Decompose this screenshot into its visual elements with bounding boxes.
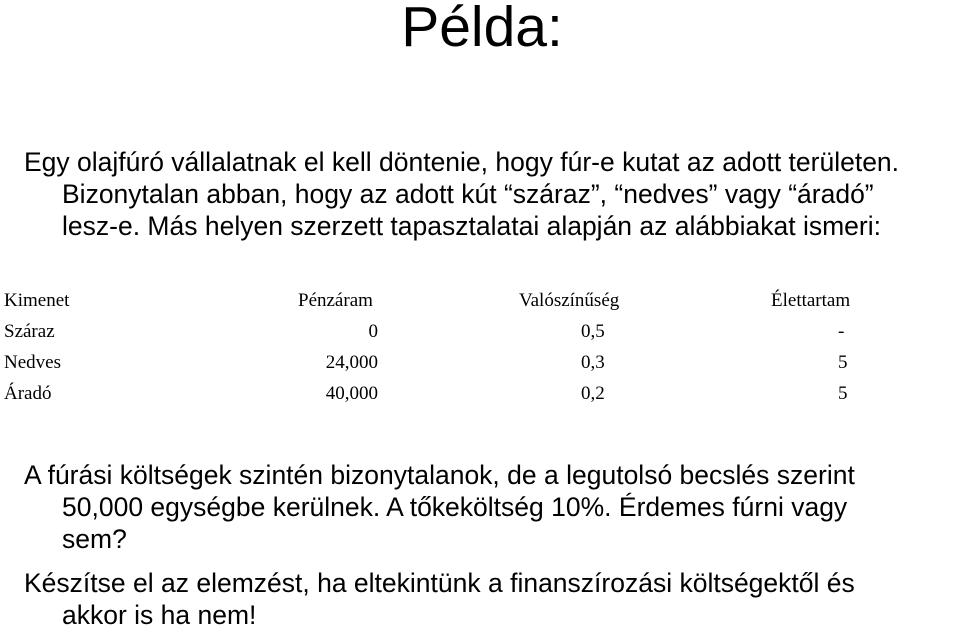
cell-probability: 0,5 — [581, 321, 605, 342]
task-line-1: Készítse el az elemzést, ha eltekintünk a finanszírozási költségektől és — [24, 568, 855, 598]
table-header-row — [4, 285, 904, 316]
header-valoszinuseg: Valószínűség — [519, 290, 620, 311]
costs-paragraph — [24, 459, 855, 555]
cell-outcome: Száraz — [4, 321, 55, 342]
costs-line-3: sem? — [62, 524, 127, 554]
cell-outcome: Nedves — [4, 352, 61, 373]
cell-probability: 0,2 — [581, 383, 605, 404]
table-row — [4, 316, 904, 347]
task-line-2: akkor is ha nem! — [62, 600, 257, 630]
costs-line-2: 50,000 egységbe kerülnek. A tőkeköltség 10%. Érdemes fúrni vagy — [62, 492, 848, 522]
cell-cashflow: 24,000 — [325, 352, 378, 373]
cell-cashflow: 40,000 — [325, 383, 378, 404]
intro-line-3: lesz-e. Más helyen szerzett tapasztalatai alapján az alábbiakat ismeri: — [62, 211, 881, 241]
cell-lifetime: - — [838, 321, 845, 342]
cell-probability: 0,3 — [581, 352, 605, 373]
table-row — [4, 347, 904, 378]
outcome-table — [4, 285, 904, 409]
header-kimenet: Kimenet — [4, 290, 70, 311]
intro-line-1: Egy olajfúró vállalatnak el kell döntenie, hogy fúr-e kutat az adott területen. — [24, 147, 900, 177]
cell-outcome: Áradó — [4, 383, 52, 404]
cell-lifetime: 5 — [838, 352, 848, 373]
page-title: Példa: — [401, 0, 563, 59]
intro-paragraph — [24, 146, 899, 242]
costs-line-1: A fúrási költségek szintén bizonytalanok, de a legutolsó becslés szerint — [24, 460, 855, 490]
intro-line-2: Bizonytalan abban, hogy az adott kút “száraz”, “nedves” vagy “áradó” — [62, 179, 874, 209]
table-row — [4, 378, 904, 409]
cell-lifetime: 5 — [838, 383, 848, 404]
cell-cashflow: 0 — [368, 321, 378, 342]
header-elettartam: Élettartam — [771, 290, 851, 311]
header-penzaram: Pénzáram — [298, 290, 373, 311]
task-paragraph — [24, 567, 855, 631]
